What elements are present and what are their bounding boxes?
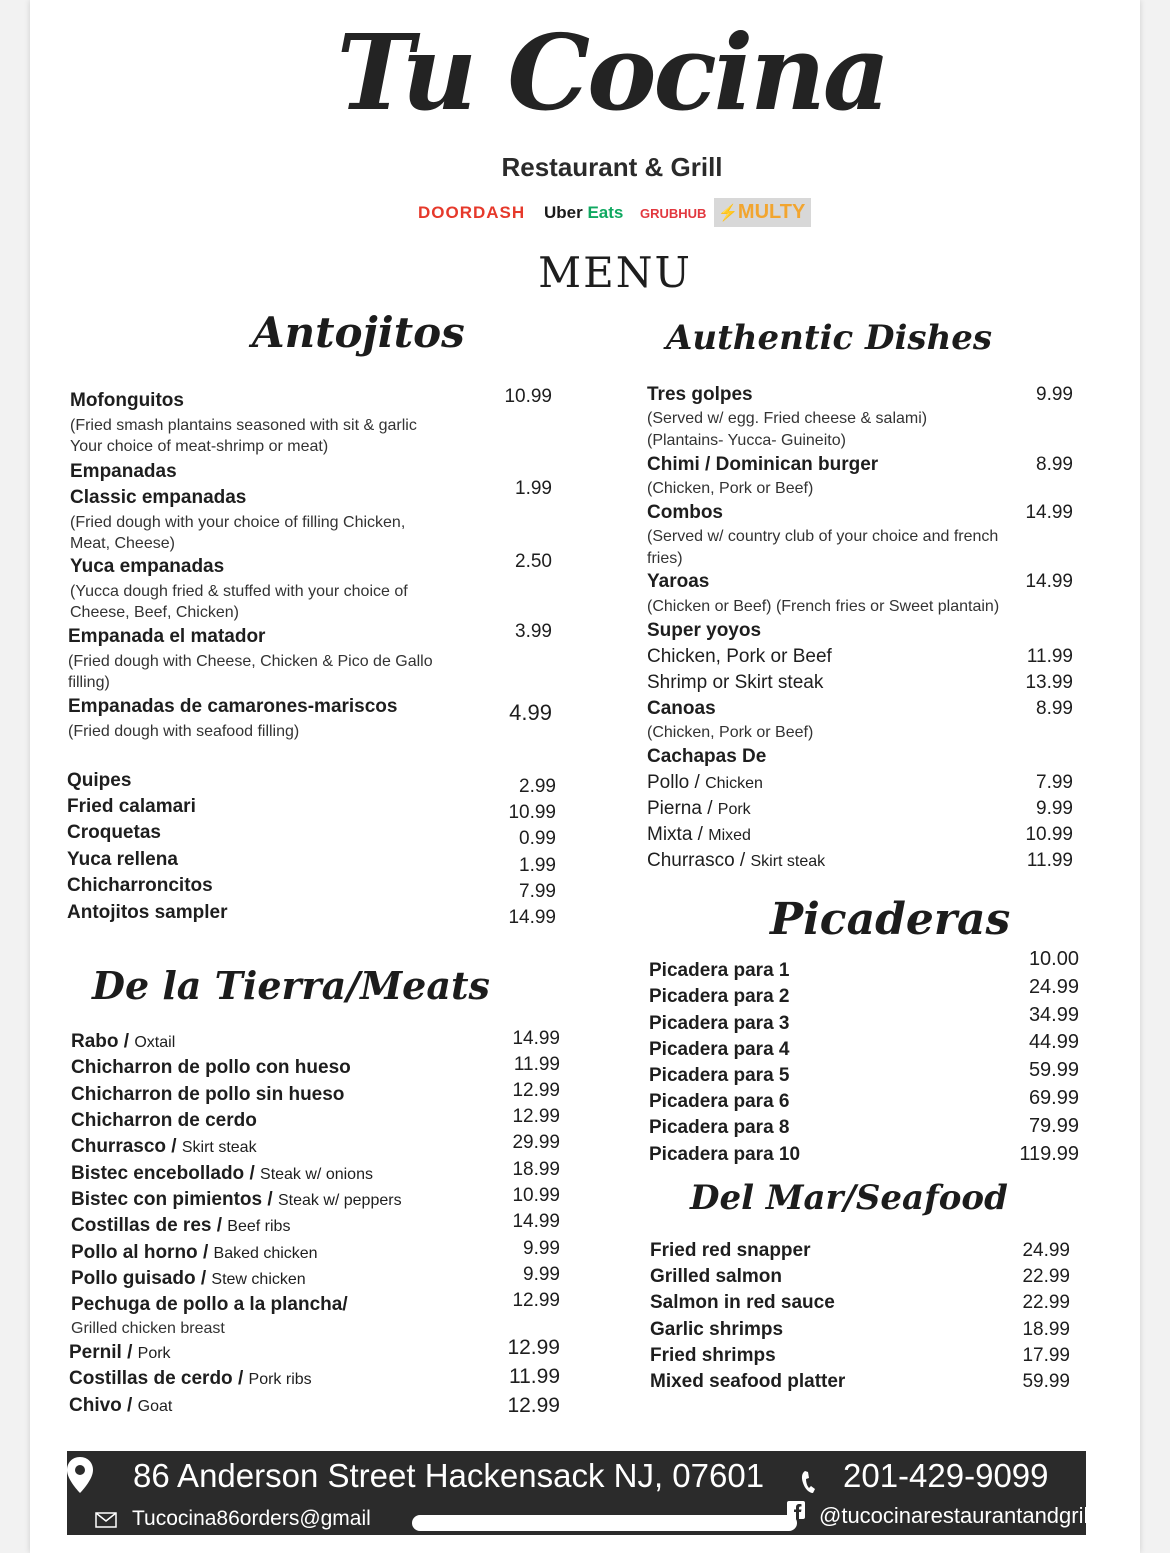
menu-option-label: Chicken, Pork or Beef <box>647 646 832 667</box>
menu-item-price: 10.99 <box>1025 824 1073 845</box>
doordash-logo: DOORDASH <box>418 203 526 222</box>
menu-item-desc: (Chicken or Beef) (French fries or Sweet plantain) <box>647 598 1000 615</box>
menu-item-price: 69.99 <box>1028 1087 1079 1109</box>
menu-item-price: 14.99 <box>1025 571 1073 592</box>
menu-item-price: 1.99 <box>519 855 556 876</box>
menu-item-name: Fried shrimps <box>650 1345 776 1366</box>
menu-item-price: 12.99 <box>512 1080 560 1101</box>
menu-item-price: 4.99 <box>509 700 552 725</box>
menu-item-price: 9.99 <box>523 1238 560 1259</box>
section-title-authentic: Authentic Dishes <box>666 318 993 358</box>
menu-item-price: 10.99 <box>508 802 556 823</box>
menu-item-name: Pernil / Pork <box>69 1342 171 1363</box>
ubereats-logo: Uber Eats <box>544 203 624 222</box>
menu-item-price: 9.99 <box>523 1264 560 1285</box>
menu-category-name: Empanadas <box>70 461 177 482</box>
footer-phone[interactable]: 201-429-9099 <box>843 1457 1049 1494</box>
menu-item-name: Picadera para 5 <box>649 1065 790 1086</box>
menu-item-price: 10.00 <box>1028 948 1079 970</box>
menu-item-name: Picadera para 3 <box>649 1013 790 1034</box>
menu-item-price: 59.99 <box>1022 1371 1070 1392</box>
footer-facebook[interactable]: @tucocinarestaurantandgrill <box>819 1503 1094 1528</box>
menu-item-desc: Cheese, Beef, Chicken) <box>70 604 239 621</box>
menu-item-name: Antojitos sampler <box>67 902 228 923</box>
menu-option-label: Pierna / Pork <box>647 798 751 819</box>
lightning-icon: ⚡ <box>718 205 738 222</box>
menu-item-price: 12.99 <box>507 1394 560 1417</box>
menu-item-name: Costillas de cerdo / Pork ribs <box>69 1368 312 1389</box>
menu-item-price: 14.99 <box>1025 502 1073 523</box>
menu-item-desc: fries) <box>647 550 683 567</box>
footer-address: 86 Anderson Street Hackensack NJ, 07601 <box>133 1457 765 1494</box>
menu-option-label: Shrimp or Skirt steak <box>647 672 824 693</box>
menu-item-price: 79.99 <box>1028 1115 1079 1137</box>
menu-item-name: Rabo / Oxtail <box>71 1031 176 1052</box>
contact-footer <box>67 1451 1094 1535</box>
grubhub-logo: GRUBHUB <box>640 206 707 221</box>
menu-item-name: Bistec encebollado / Steak w/ onions <box>71 1163 373 1184</box>
menu-item-name: Croquetas <box>67 822 161 843</box>
location-pin-icon <box>65 1455 95 1495</box>
menu-item-name: Pechuga de pollo a la plancha/ <box>71 1294 348 1315</box>
menu-item-price: 12.99 <box>507 1336 560 1359</box>
menu-item-name: Chivo / Goat <box>69 1395 173 1416</box>
menu-item-desc: (Plantains- Yucca- Guineito) <box>647 432 846 449</box>
delivery-partners <box>418 198 858 230</box>
menu-item-price: 10.99 <box>504 386 552 407</box>
menu-item-name: Yuca empanadas <box>70 556 225 577</box>
menu-item-name: Empanadas de camarones-mariscos <box>68 696 398 717</box>
menu-item-name: Chicharroncitos <box>67 875 213 896</box>
menu-item-name: Fried red snapper <box>650 1240 811 1261</box>
menu-item-name: Yaroas <box>647 571 710 592</box>
footer-email[interactable]: Tucocina86orders@gmail <box>132 1507 371 1530</box>
menu-item-name: Quipes <box>67 770 132 791</box>
menu-item-desc: (Fried smash plantains seasoned with sit & garlic <box>70 417 417 434</box>
menu-item-desc: (Fried dough with Cheese, Chicken & Pico de Gallo <box>68 653 433 670</box>
menu-item-name: Costillas de res / Beef ribs <box>71 1215 291 1236</box>
menu-item-price: 7.99 <box>1036 772 1073 793</box>
menu-item-price: 9.99 <box>1036 384 1073 405</box>
menu-item-name: Chicharron de pollo sin hueso <box>71 1084 345 1105</box>
section-title-antojitos: Antojitos <box>252 308 465 357</box>
section-title-seafood: Del Mar/Seafood <box>690 1178 1008 1218</box>
menu-item-desc: (Yucca dough fried & stuffed with your choice of <box>70 583 408 600</box>
menu-item-name: Picadera para 2 <box>649 986 790 1007</box>
menu-option-label: Mixta / Mixed <box>647 824 751 845</box>
menu-item-name: Picadera para 8 <box>649 1117 790 1138</box>
menu-item-name: Churrasco / Skirt steak <box>71 1136 257 1157</box>
menu-item-price: 10.99 <box>512 1185 560 1206</box>
menu-item-desc: (Chicken, Pork or Beef) <box>647 724 814 741</box>
menu-item-price: 8.99 <box>1036 698 1073 719</box>
menu-item-name: Salmon in red sauce <box>650 1292 835 1313</box>
menu-item-price: 11.99 <box>1026 646 1073 667</box>
menu-item-price: 59.99 <box>1028 1059 1079 1081</box>
multy-logo: ⚡MULTY <box>714 198 811 227</box>
menu-item-price: 17.99 <box>1022 1345 1070 1366</box>
facebook-icon <box>787 1501 805 1519</box>
menu-item-desc: (Served w/ egg. Fried cheese & salami) <box>647 410 928 427</box>
menu-item-price: 24.99 <box>1022 1240 1070 1261</box>
menu-item-name: Cachapas De <box>647 746 767 767</box>
menu-option-label: Churrasco / Skirt steak <box>647 850 826 871</box>
menu-item-price: 11.99 <box>513 1054 560 1075</box>
menu-item-name: Canoas <box>647 698 716 719</box>
menu-item-price: 29.99 <box>512 1132 560 1153</box>
menu-item-price: 2.50 <box>515 551 552 572</box>
menu-option-label: Pollo / Chicken <box>647 772 763 793</box>
menu-item-desc: (Fried dough with your choice of filling Chicken, <box>70 514 406 531</box>
menu-item-name: Combos <box>647 502 723 523</box>
menu-item-price: 24.99 <box>1028 976 1079 998</box>
menu-item-desc: Grilled chicken breast <box>71 1320 225 1337</box>
menu-item-price: 14.99 <box>512 1028 560 1049</box>
menu-item-desc: Meat, Cheese) <box>70 535 175 552</box>
menu-item-price: 0.99 <box>519 828 556 849</box>
menu-item-name: Pollo al horno / Baked chicken <box>71 1242 318 1263</box>
menu-page <box>30 0 1140 1553</box>
menu-item-name: Tres golpes <box>647 384 753 405</box>
menu-item-price: 119.99 <box>1019 1143 1079 1165</box>
menu-item-desc: (Chicken, Pork or Beef) <box>647 480 814 497</box>
menu-item-price: 18.99 <box>1022 1319 1070 1340</box>
menu-item-price: 11.99 <box>1026 850 1073 871</box>
menu-item-name: Grilled salmon <box>650 1266 782 1287</box>
restaurant-logo: Tu Cocina <box>336 11 888 134</box>
menu-item-price: 8.99 <box>1036 454 1073 475</box>
menu-item-name: Pollo guisado / Stew chicken <box>71 1268 306 1289</box>
menu-item-price: 13.99 <box>1025 672 1073 693</box>
menu-item-name: Super yoyos <box>647 620 762 641</box>
menu-item-name: Bistec con pimientos / Steak w/ peppers <box>71 1189 402 1210</box>
menu-item-name: Chicharron de pollo con hueso <box>71 1057 351 1078</box>
menu-item-desc: filling) <box>68 674 110 691</box>
menu-item-name: Picadera para 10 <box>649 1144 801 1165</box>
phone-icon <box>799 1469 819 1495</box>
menu-item-price: 12.99 <box>512 1106 560 1127</box>
menu-item-name: Mofonguitos <box>70 390 184 411</box>
menu-item-name: Yuca rellena <box>67 849 178 870</box>
menu-item-desc: Your choice of meat-shrimp or meat) <box>70 438 329 455</box>
menu-title: MENU <box>538 248 692 297</box>
restaurant-subtitle: Restaurant & Grill <box>501 152 723 182</box>
menu-item-price: 9.99 <box>1036 798 1073 819</box>
menu-item-price: 18.99 <box>512 1159 560 1180</box>
menu-item-name: Empanada el matador <box>68 626 266 647</box>
menu-item-desc: (Served w/ country club of your choice and french <box>647 528 999 545</box>
menu-item-price: 2.99 <box>519 776 556 797</box>
menu-item-name: Picadera para 4 <box>649 1039 790 1060</box>
menu-item-price: 44.99 <box>1028 1031 1079 1053</box>
menu-item-name: Picadera para 6 <box>649 1091 790 1112</box>
section-title-picaderas: Picaderas <box>770 894 1011 945</box>
mail-icon <box>95 1512 117 1528</box>
menu-item-price: 3.99 <box>515 621 552 642</box>
section-title-meats: De la Tierra/Meats <box>92 963 490 1008</box>
menu-item-price: 22.99 <box>1022 1292 1070 1313</box>
menu-item-name: Picadera para 1 <box>649 960 790 981</box>
redaction-bar <box>412 1515 797 1531</box>
menu-item-price: 14.99 <box>508 907 556 928</box>
menu-item-name: Garlic shrimps <box>650 1319 784 1340</box>
menu-item-price: 34.99 <box>1028 1004 1079 1026</box>
menu-item-price: 14.99 <box>512 1211 560 1232</box>
menu-item-name: Classic empanadas <box>70 487 247 508</box>
menu-item-name: Chimi / Dominican burger <box>647 454 879 475</box>
menu-item-price: 22.99 <box>1022 1266 1070 1287</box>
menu-item-name: Fried calamari <box>67 796 196 817</box>
menu-item-price: 11.99 <box>509 1365 560 1388</box>
menu-item-name: Mixed seafood platter <box>650 1371 846 1392</box>
menu-item-desc: (Fried dough with seafood filling) <box>68 723 300 740</box>
menu-item-price: 7.99 <box>519 881 556 902</box>
menu-item-price: 1.99 <box>515 478 552 499</box>
menu-item-name: Chicharron de cerdo <box>71 1110 257 1131</box>
menu-item-price: 12.99 <box>512 1290 560 1311</box>
